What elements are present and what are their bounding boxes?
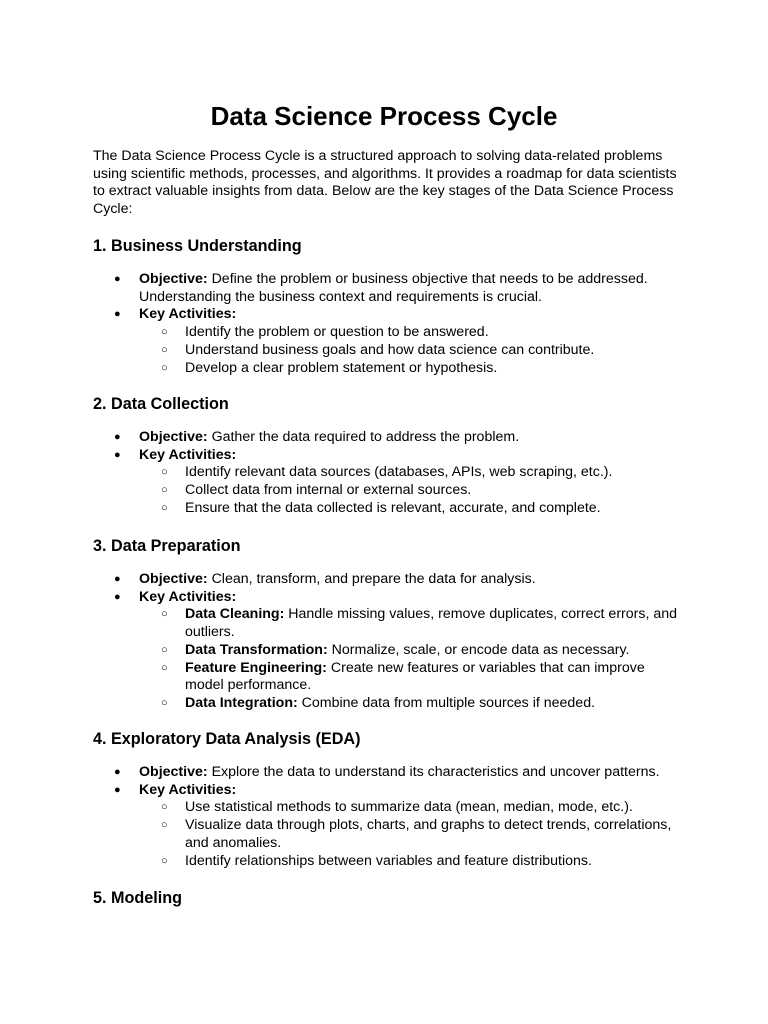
objective-text: Clean, transform, and prepare the data for analysis. xyxy=(211,571,536,587)
intro-paragraph: The Data Science Process Cycle is a structured approach to solving data-related problems using scientific methods, processes, and algorithms. It provides a roadmap for data scientists to extract valuable insights from data. Below are the key stages of the Data Science Process Cycle: xyxy=(93,148,677,217)
key-activities-label: Key Activities: xyxy=(139,588,237,605)
objective-text: Define the problem or business objective that needs to be addressed. Understanding the business context and requirements is crucial. xyxy=(139,271,648,305)
activity-text: Normalize, scale, or encode data as necessary. xyxy=(331,641,630,658)
activity-item xyxy=(139,342,683,360)
activity-item xyxy=(139,500,683,518)
activity-item xyxy=(139,360,683,378)
key-activities-label: Key Activities: xyxy=(139,781,237,798)
activity-label: Feature Engineering: xyxy=(185,659,327,676)
activity-item xyxy=(139,660,683,695)
key-activities-label: Key Activities: xyxy=(139,306,237,323)
key-activities-item xyxy=(93,447,683,518)
section-list-data-preparation xyxy=(93,571,683,713)
activity-text: Handle missing values, remove duplicates, correct errors, and outliers. xyxy=(185,606,678,641)
activity-text: Collect data from internal or external sources. xyxy=(185,482,472,499)
activity-text: Visualize data through plots, charts, and graphs to detect trends, correlations, and anomalies. xyxy=(185,817,672,851)
activities-list xyxy=(139,606,683,712)
activity-text: Develop a clear problem statement or hypothesis. xyxy=(185,359,498,376)
activity-item xyxy=(139,817,683,852)
document-title: Data Science Process Cycle xyxy=(210,101,558,131)
objective-label: Objective: xyxy=(139,271,208,287)
objective-text: Explore the data to understand its characteristics and uncover patterns. xyxy=(211,764,660,780)
objective-item xyxy=(93,271,683,306)
key-activities-item xyxy=(93,589,683,713)
activity-item xyxy=(139,799,683,817)
activity-text: Ensure that the data collected is relevant, accurate, and complete. xyxy=(185,499,601,516)
activity-label: Data Cleaning: xyxy=(185,606,285,623)
activity-label: Data Transformation: xyxy=(185,641,328,658)
section-list-eda xyxy=(93,764,683,870)
section-heading-business-understanding: 1. Business Understanding xyxy=(93,237,302,255)
activity-item xyxy=(139,324,683,342)
section-heading-data-collection: 2. Data Collection xyxy=(93,395,229,413)
activity-item xyxy=(139,606,683,641)
activity-text: Understand business goals and how data science can contribute. xyxy=(185,341,595,358)
section-list-data-collection xyxy=(93,429,683,518)
activity-text: Use statistical methods to summarize data (mean, median, mode, etc.). xyxy=(185,799,633,816)
activity-label: Data Integration: xyxy=(185,694,298,711)
activity-text: Identify the problem or question to be answered. xyxy=(185,324,489,341)
section-list-business-understanding xyxy=(93,271,683,377)
activity-item xyxy=(139,853,683,871)
objective-item xyxy=(93,571,683,589)
activities-list xyxy=(139,464,683,517)
objective-label: Objective: xyxy=(139,571,208,587)
section-heading-data-preparation: 3. Data Preparation xyxy=(93,537,241,555)
objective-text: Gather the data required to address the problem. xyxy=(211,429,520,445)
objective-item xyxy=(93,429,683,447)
activity-text: Identify relevant data sources (databases, APIs, web scraping, etc.). xyxy=(185,464,613,481)
activity-text: Create new features or variables that can improve model performance. xyxy=(185,659,645,694)
activity-item xyxy=(139,464,683,482)
key-activities-label: Key Activities: xyxy=(139,446,237,463)
objective-label: Objective: xyxy=(139,429,208,445)
activity-item xyxy=(139,642,683,660)
activities-list xyxy=(139,324,683,377)
activities-list xyxy=(139,799,683,870)
key-activities-item xyxy=(93,306,683,377)
activity-text: Combine data from multiple sources if needed. xyxy=(301,694,596,711)
activity-item xyxy=(139,695,683,713)
section-heading-eda: 4. Exploratory Data Analysis (EDA) xyxy=(93,730,361,748)
objective-label: Objective: xyxy=(139,764,208,780)
activity-item xyxy=(139,482,683,500)
key-activities-item xyxy=(93,782,683,871)
objective-item xyxy=(93,764,683,782)
activity-text: Identify relationships between variables and feature distributions. xyxy=(185,852,592,869)
section-heading-modeling: 5. Modeling xyxy=(93,889,183,907)
